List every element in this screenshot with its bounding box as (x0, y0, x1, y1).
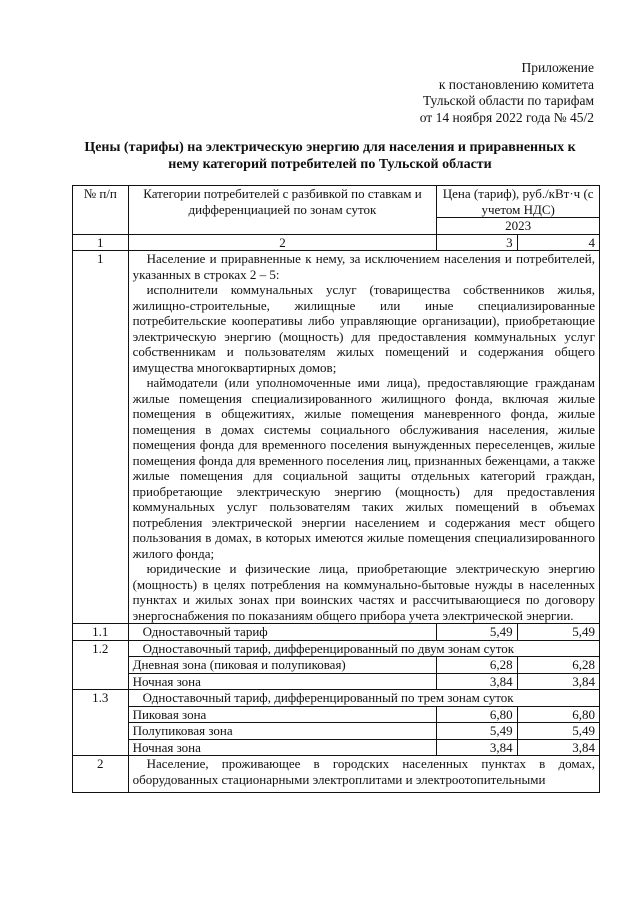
zone-row (73, 706, 600, 723)
table-row-1 (73, 251, 600, 624)
table-row-1-1 (73, 624, 600, 641)
zone-value-3: 6,28 (437, 657, 517, 674)
row-1-1-value-3: 5,49 (437, 624, 517, 641)
zone-value-3: 6,80 (437, 706, 517, 723)
zone-value-4: 6,28 (517, 657, 599, 674)
header-category: Категории потребителей с разбивкой по ставкам и дифференциацией по зонам суток (128, 186, 437, 235)
row-1-intro: Население и приравненные к нему, за исключением населения и потребителей, указанных в строках 2 – 5: (132, 251, 595, 282)
row-1-1-value-4: 5,49 (517, 624, 599, 641)
row-1-3-label: Одноставочный тариф, дифференцированный по трем зонам суток (128, 690, 599, 707)
header-price: Цена (тариф), руб./кВт·ч (с учетом НДС) (437, 186, 600, 218)
document-title (60, 140, 600, 173)
row-1-paragraph-1: исполнители коммунальных услуг (товарищества собственников жилья, жилищно-строительные, жилищные или иные специализированные потребительские кооперативы либо управляющие организации), приобретающие электрическую энергию (мощность) для предоставления коммунальных услуг собственникам и пользователям жилых помещений и содержания общего имущества многоквартирных домов; (132, 282, 595, 375)
column-number-row (73, 234, 600, 251)
row-1-2-num: 1.2 (73, 640, 129, 690)
appendix-line-4: от 14 ноября 2022 года № 45/2 (419, 109, 594, 125)
row-1-1-num: 1.1 (73, 624, 129, 641)
zone-row (73, 723, 600, 740)
row-1-text (128, 251, 599, 624)
table-row-1-2 (73, 640, 600, 657)
tariff-table (72, 185, 600, 793)
zone-label: Пиковая зона (128, 706, 437, 723)
zone-value-3: 3,84 (437, 739, 517, 756)
row-1-paragraph-3: юридические и физические лица, приобретающие электрическую энергию (мощность) в целях потребления на коммунально-бытовые нужды в населенных пунктах и жилых зонах при воинских частях и рассчитывающиеся по договору энергоснабжения по показаниям общего прибора учета электрической энергии. (132, 561, 595, 623)
header-year: 2023 (437, 218, 600, 235)
table-row-1-3 (73, 690, 600, 707)
zone-value-4: 3,84 (517, 673, 599, 690)
row-2-text: Население, проживающее в городских населенных пунктах в домах, оборудованных стационарными электроплитами и электроотопительными (132, 756, 595, 787)
zone-value-4: 3,84 (517, 739, 599, 756)
zone-label: Ночная зона (128, 739, 437, 756)
zone-row (73, 739, 600, 756)
colnum-2: 2 (128, 234, 437, 251)
colnum-3: 3 (437, 234, 517, 251)
row-2-cell (128, 756, 599, 793)
zone-value-4: 5,49 (517, 723, 599, 740)
zone-value-4: 6,80 (517, 706, 599, 723)
zone-value-3: 5,49 (437, 723, 517, 740)
row-1-3-num: 1.3 (73, 690, 129, 756)
row-1-2-label: Одноставочный тариф, дифференцированный по двум зонам суток (128, 640, 599, 657)
zone-row (73, 657, 600, 674)
table-row-2 (73, 756, 600, 793)
row-1-paragraph-2: наймодатели (или уполномоченные ими лица), предоставляющие гражданам жилые помещения специализированного жилищного фонда, включая жилые помещения в общежитиях, жилые помещения маневренного фонда, жилые помещения в домах системы социального обслуживания населения, жилые помещения фонда для временного поселения вынужденных переселенцев, жилые помещения фонда для временного поселения лиц, признанных беженцами, а также жилые помещения для социальной защиты отдельных категорий граждан, приобретающие электрическую энергию (мощность) для предоставления коммунальных услуг пользователям таких жилых помещений в объемах потребления электрической энергии населением и содержания мест общего пользования в домах, в которых имеются жилые помещения специализированного жилого фонда; (132, 375, 595, 561)
zone-label: Дневная зона (пиковая и полупиковая) (128, 657, 437, 674)
colnum-1: 1 (73, 234, 129, 251)
row-1-num: 1 (73, 251, 129, 624)
appendix-line-3: Тульской области по тарифам (422, 93, 594, 108)
row-1-1-label: Одноставочный тариф (128, 624, 437, 641)
zone-label: Полупиковая зона (128, 723, 437, 740)
zone-value-3: 3,84 (437, 673, 517, 690)
row-2-num: 2 (73, 756, 129, 793)
zone-label: Ночная зона (128, 673, 437, 690)
header-num: № п/п (73, 186, 129, 235)
row-2-clip (133, 756, 595, 792)
appendix-line-2: к постановлению комитета (438, 76, 594, 92)
title-line-2: нему категорий потребителей по Тульской области (168, 156, 492, 172)
zone-row (73, 673, 600, 690)
table-header-row (73, 186, 600, 218)
colnum-4: 4 (517, 234, 599, 251)
appendix-block (420, 60, 594, 126)
title-line-1: Цены (тарифы) на электрическую энергию для населения и приравненных к (84, 140, 576, 155)
appendix-line-1: Приложение (521, 60, 594, 75)
